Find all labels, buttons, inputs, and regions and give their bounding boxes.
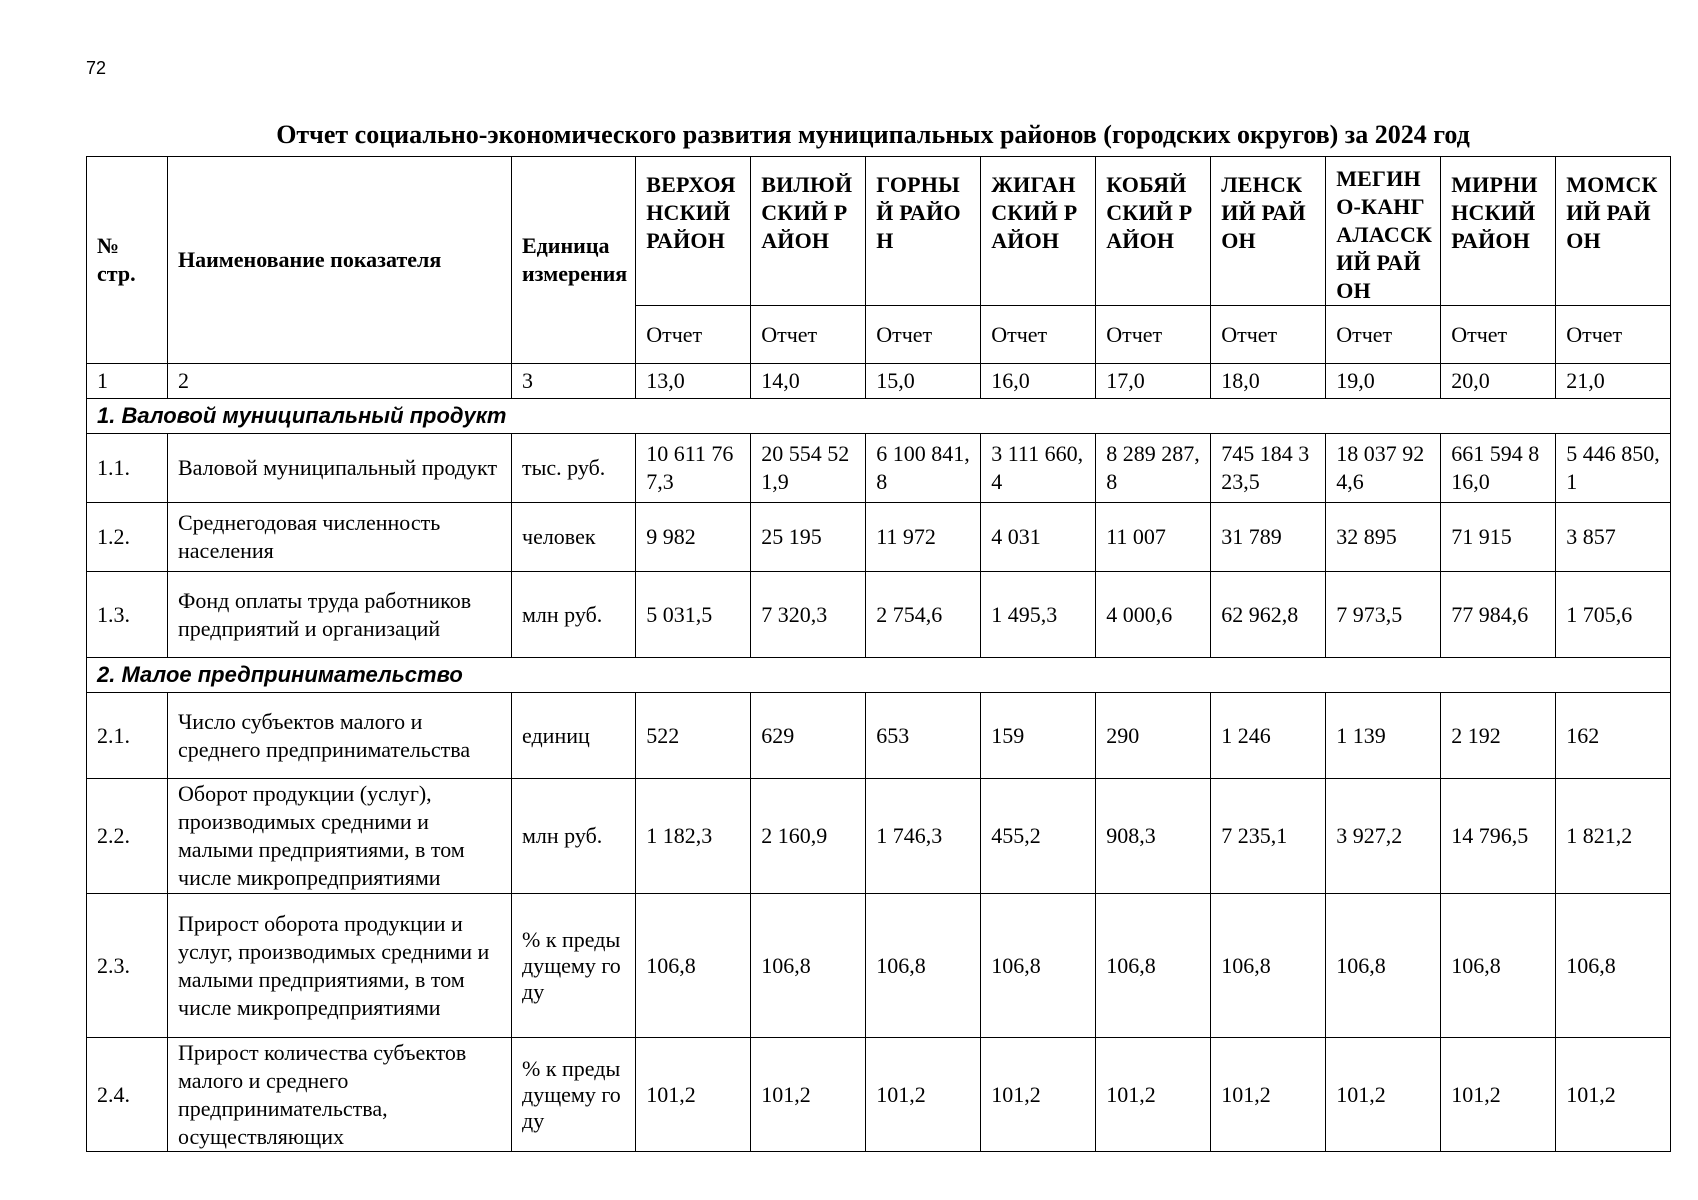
row-number: 2.2. [87,779,168,894]
indicator-name: Число субъектов малого и среднего предпринимательства [168,693,512,779]
value-cell: 629 [751,693,866,779]
value-cell: 1 182,3 [636,779,751,894]
header-district: МЕГИНО-КАНГАЛАССКИЙ РАЙОН [1326,157,1441,306]
value-cell: 522 [636,693,751,779]
value-cell: 71 915 [1441,503,1556,572]
header-report-label: Отчет [1556,306,1671,364]
value-cell: 2 192 [1441,693,1556,779]
section-row [87,658,1671,693]
unit-of-measure: % к предыдущему году [512,894,636,1038]
value-cell: 1 246 [1211,693,1326,779]
value-cell: 62 962,8 [1211,572,1326,658]
value-cell: 1 705,6 [1556,572,1671,658]
table-row [87,693,1671,779]
value-cell: 159 [981,693,1096,779]
header-unit: Единица измерения [512,157,636,364]
value-cell: 101,2 [1096,1038,1211,1152]
value-cell: 18 037 924,6 [1326,434,1441,503]
report-table [86,156,1671,1152]
header-district: ГОРНЫЙ РАЙОН [866,157,981,306]
value-cell: 455,2 [981,779,1096,894]
row-number: 1.3. [87,572,168,658]
value-cell: 10 611 767,3 [636,434,751,503]
unit-of-measure: человек [512,503,636,572]
index-cell: 18,0 [1211,364,1326,399]
index-cell: 19,0 [1326,364,1441,399]
table-row [87,779,1671,894]
document-title: Отчет социально-экономического развития муниципальных районов (городских округов) за 2024 год [276,120,1470,149]
value-cell: 101,2 [636,1038,751,1152]
value-cell: 3 927,2 [1326,779,1441,894]
value-cell: 6 100 841,8 [866,434,981,503]
value-cell: 101,2 [751,1038,866,1152]
value-cell: 7 235,1 [1211,779,1326,894]
unit-of-measure: млн руб. [512,572,636,658]
section-title: 2. Малое предпринимательство [87,658,1671,693]
value-cell: 162 [1556,693,1671,779]
header-name: Наименование показателя [168,157,512,364]
value-cell: 101,2 [866,1038,981,1152]
value-cell: 101,2 [1556,1038,1671,1152]
index-cell: 20,0 [1441,364,1556,399]
index-cell: 15,0 [866,364,981,399]
header-district: ВИЛЮЙСКИЙ РАЙОН [751,157,866,306]
value-cell: 3 111 660,4 [981,434,1096,503]
header-report-label: Отчет [1211,306,1326,364]
value-cell: 106,8 [1556,894,1671,1038]
index-cell: 13,0 [636,364,751,399]
indicator-name: Прирост оборота продукции и услуг, производимых средними и малыми предприятиями, в том числе микропредприятиями [168,894,512,1038]
value-cell: 3 857 [1556,503,1671,572]
value-cell: 101,2 [1441,1038,1556,1152]
value-cell: 5 446 850,1 [1556,434,1671,503]
index-cell: 3 [512,364,636,399]
value-cell: 1 821,2 [1556,779,1671,894]
value-cell: 4 000,6 [1096,572,1211,658]
value-cell: 5 031,5 [636,572,751,658]
row-number: 2.1. [87,693,168,779]
value-cell: 106,8 [1441,894,1556,1038]
unit-of-measure: % к предыдущему году [512,1038,636,1152]
header-row-districts [87,157,1671,306]
header-num: № стр. [87,157,168,364]
header-district: МИРНИНСКИЙ РАЙОН [1441,157,1556,306]
header-report-label: Отчет [1096,306,1211,364]
value-cell: 106,8 [866,894,981,1038]
row-number: 1.2. [87,503,168,572]
value-cell: 1 495,3 [981,572,1096,658]
header-district: КОБЯЙСКИЙ РАЙОН [1096,157,1211,306]
header-report-label: Отчет [1326,306,1441,364]
value-cell: 11 972 [866,503,981,572]
header-district: ВЕРХОЯНСКИЙ РАЙОН [636,157,751,306]
table-row [87,572,1671,658]
value-cell: 106,8 [1326,894,1441,1038]
value-cell: 77 984,6 [1441,572,1556,658]
header-district: МОМСКИЙ РАЙОН [1556,157,1671,306]
indicator-name: Фонд оплаты труда работников предприятий и организаций [168,572,512,658]
table-row [87,894,1671,1038]
index-cell: 2 [168,364,512,399]
index-cell: 17,0 [1096,364,1211,399]
value-cell: 106,8 [1096,894,1211,1038]
value-cell: 908,3 [1096,779,1211,894]
index-row [87,364,1671,399]
header-report-label: Отчет [636,306,751,364]
index-cell: 1 [87,364,168,399]
header-report-label: Отчет [866,306,981,364]
value-cell: 4 031 [981,503,1096,572]
header-district: ЖИГАНСКИЙ РАЙОН [981,157,1096,306]
section-row [87,399,1671,434]
table-row [87,503,1671,572]
row-number: 1.1. [87,434,168,503]
value-cell: 106,8 [981,894,1096,1038]
row-number: 2.3. [87,894,168,1038]
unit-of-measure: тыс. руб. [512,434,636,503]
page-number: 72 [86,58,107,78]
value-cell: 20 554 521,9 [751,434,866,503]
indicator-name: Оборот продукции (услуг), производимых средними и малыми предприятиями, в том числе микропредприятиями [168,779,512,894]
value-cell: 2 754,6 [866,572,981,658]
value-cell: 11 007 [1096,503,1211,572]
value-cell: 106,8 [636,894,751,1038]
value-cell: 1 139 [1326,693,1441,779]
value-cell: 31 789 [1211,503,1326,572]
index-cell: 21,0 [1556,364,1671,399]
value-cell: 25 195 [751,503,866,572]
value-cell: 1 746,3 [866,779,981,894]
header-district: ЛЕНСКИЙ РАЙОН [1211,157,1326,306]
value-cell: 101,2 [981,1038,1096,1152]
header-report-label: Отчет [751,306,866,364]
index-cell: 16,0 [981,364,1096,399]
value-cell: 101,2 [1326,1038,1441,1152]
value-cell: 32 895 [1326,503,1441,572]
unit-of-measure: млн руб. [512,779,636,894]
indicator-name: Прирост количества субъектов малого и среднего предпринимательства, осуществляющих [168,1038,512,1152]
value-cell: 106,8 [751,894,866,1038]
value-cell: 661 594 816,0 [1441,434,1556,503]
value-cell: 101,2 [1211,1038,1326,1152]
value-cell: 290 [1096,693,1211,779]
index-cell: 14,0 [751,364,866,399]
unit-of-measure: единиц [512,693,636,779]
value-cell: 7 320,3 [751,572,866,658]
value-cell: 14 796,5 [1441,779,1556,894]
table-row [87,1038,1671,1152]
header-report-label: Отчет [1441,306,1556,364]
value-cell: 7 973,5 [1326,572,1441,658]
indicator-name: Валовой муниципальный продукт [168,434,512,503]
value-cell: 653 [866,693,981,779]
row-number: 2.4. [87,1038,168,1152]
indicator-name: Среднегодовая численность населения [168,503,512,572]
table-row [87,434,1671,503]
value-cell: 745 184 323,5 [1211,434,1326,503]
value-cell: 106,8 [1211,894,1326,1038]
header-report-label: Отчет [981,306,1096,364]
value-cell: 2 160,9 [751,779,866,894]
section-title: 1. Валовой муниципальный продукт [87,399,1671,434]
value-cell: 9 982 [636,503,751,572]
value-cell: 8 289 287,8 [1096,434,1211,503]
